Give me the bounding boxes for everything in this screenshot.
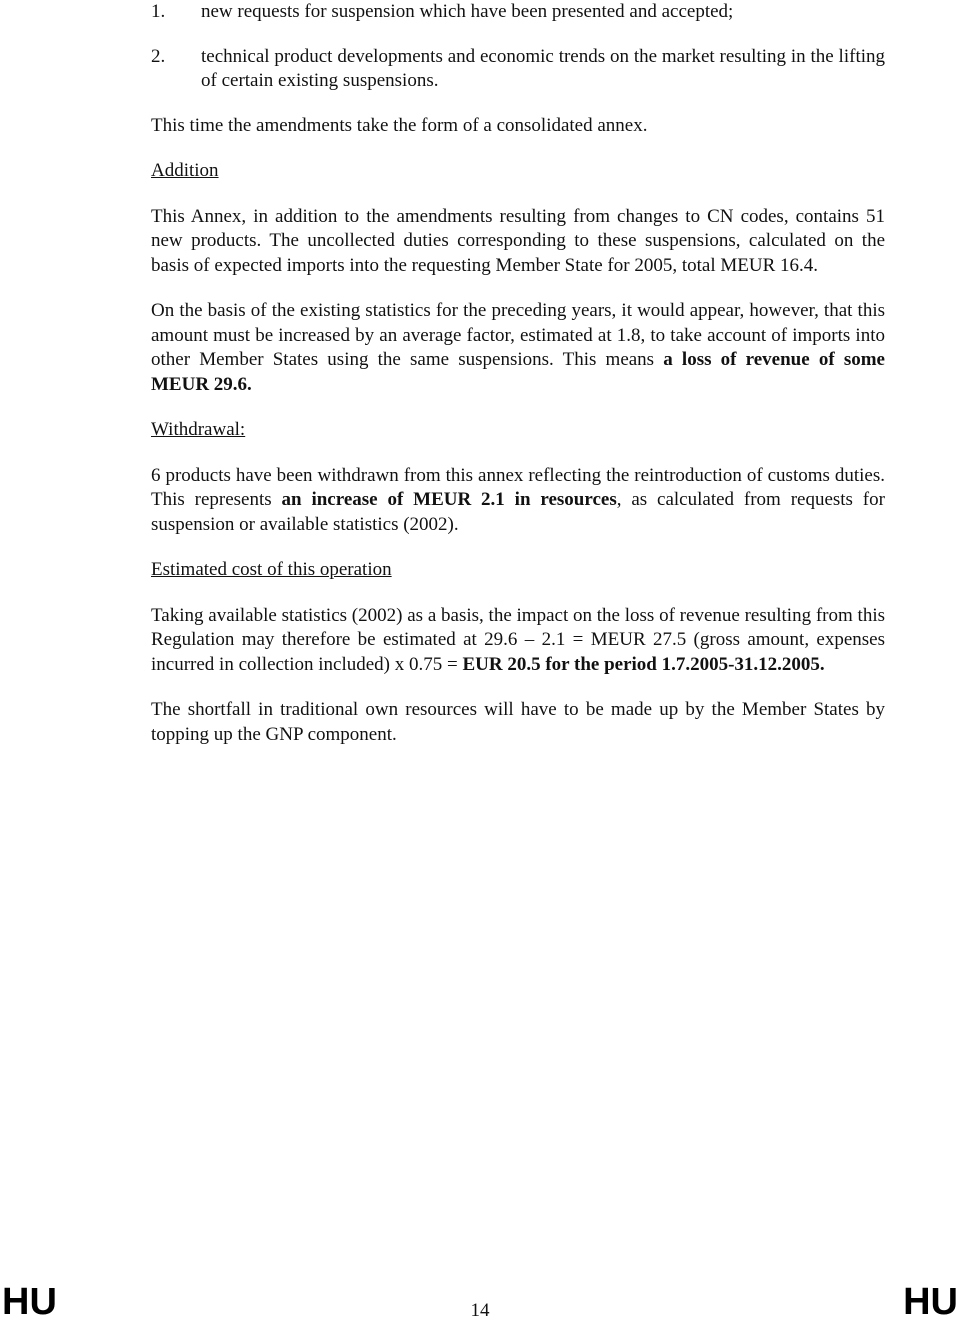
intro-paragraph: This time the amendments take the form of a consolidated annex. <box>151 114 648 136</box>
numbered-list <box>151 0 885 94</box>
addition-heading: Addition <box>151 160 219 181</box>
list-text: new requests for suspension which have been presented and accepted; <box>201 1 734 22</box>
withdrawal-text-b: , as calculated from requests for suspension or available statistics (2002). <box>151 489 885 535</box>
list-item <box>151 45 885 94</box>
list-number: 1. <box>151 1 166 22</box>
cost-heading: Estimated cost of this operation <box>151 559 392 580</box>
withdrawal-heading: Withdrawal: <box>151 419 246 440</box>
statistics-text: On the basis of the existing statistics for the preceding years, it would appear, however, that this amount must be increased by an average factor, estimated at 1.8, to take account of imports into other Member States using the same suspensions. This means <box>151 300 885 370</box>
withdrawal-text-a: 6 products have been withdrawn from this annex reflecting the reintroduction of customs duties. This represents <box>151 464 885 510</box>
list-item <box>151 0 885 25</box>
withdrawal-paragraph <box>151 464 885 538</box>
footer-language-right: HU <box>903 1281 958 1323</box>
page-number: 14 <box>470 1300 490 1321</box>
revenue-loss-bold: a loss of revenue of some MEUR 29.6. <box>151 349 885 395</box>
cost-text: Taking available statistics (2002) as a basis, the impact on the loss of revenue resulting from this Regulation may therefore be estimated at 29.6 – 2.1 = MEUR 27.5 (gross amount, expenses incurred in collection included) x 0.75 = <box>151 604 885 675</box>
statistics-paragraph <box>151 299 885 397</box>
document-body <box>151 0 885 768</box>
list-number: 2. <box>151 45 166 67</box>
addition-paragraph: This Annex, in addition to the amendments resulting from changes to CN codes, contains 51 new products. The uncollected duties corresponding to these suspensions, calculated on the basis of expected imports into the requesting Member State for 2005, total MEUR 16.4. <box>151 205 885 276</box>
shortfall-paragraph: The shortfall in traditional own resources will have to be made up by the Member States by topping up the GNP component. <box>151 699 885 745</box>
cost-paragraph <box>151 604 885 678</box>
cost-total-bold: EUR 20.5 for the period 1.7.2005-31.12.2005. <box>462 653 825 675</box>
list-text: technical product developments and economic trends on the market resulting in the lifting of certain existing suspensions. <box>201 45 885 91</box>
footer-language-left: HU <box>2 1281 57 1323</box>
resource-increase-bold: an increase of MEUR 2.1 in resources <box>281 489 617 510</box>
